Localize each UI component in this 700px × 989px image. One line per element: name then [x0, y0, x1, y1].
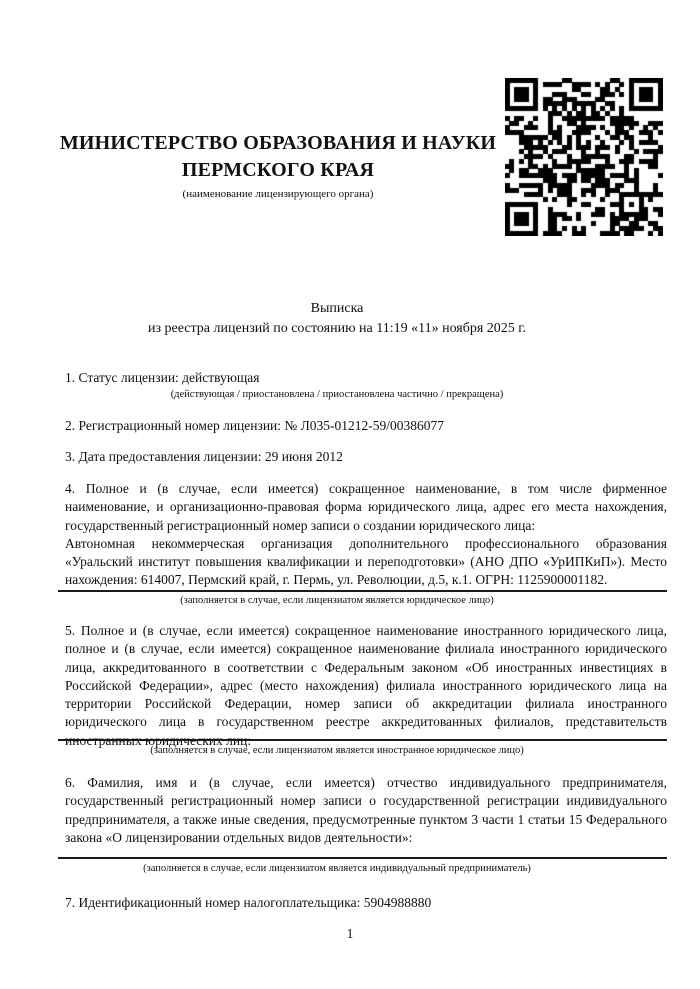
- ministry-caption: (наименование лицензирующего органа): [182, 188, 374, 200]
- grant-date-text: 3. Дата предоставления лицензии: 29 июня 2012: [65, 449, 343, 464]
- section-license-status: [65, 369, 667, 387]
- legal-entity-label: 4. Полное и (в случае, если имеется) сокращенное наименование, в том числе фирменное наименование, и организационно-правовая форма юридического лица, адрес его места нахождения, государственный регистрационный номер записи о создании юридического лица:: [65, 481, 667, 533]
- document-title: [0, 299, 674, 339]
- licensing-authority-header: [33, 130, 523, 201]
- taxpayer-id-text: 7. Идентификационный номер налогоплательщика: 5904988880: [65, 895, 432, 910]
- foreign-entity-label: 5. Полное и (в случае, если имеется) сокращенное наименование иностранного юридического лица, полное и (в случае, если имеется) сокращенное наименование филиала иностранного юридического лица, аккредитованного в соответствии с Федеральным законом «Об иностранных инвестициях в Российской Федерации», адрес (место нахождения) филиала иностранного юридического лица на территории Российской Федерации, номер записи об аккредитации филиала иностранного юридического лица в государственном реестре аккредитованных филиалов, представительств иностранных юридических лиц:: [65, 623, 667, 748]
- foreign-entity-rule-line: [58, 739, 667, 741]
- qr-code-icon: [505, 78, 663, 236]
- ministry-name-line2: ПЕРМСКОГО КРАЯ: [181, 159, 375, 181]
- section-grant-date: [65, 448, 667, 466]
- license-status-text: 1. Статус лицензии: действующая: [65, 370, 260, 385]
- section-foreign-entity: [65, 622, 667, 750]
- entrepreneur-note: (заполняется в случае, если лицензиатом является индивидуальный предприниматель): [143, 863, 531, 874]
- ministry-name-line1: МИНИСТЕРСТВО ОБРАЗОВАНИЯ И НАУКИ: [59, 132, 497, 154]
- entrepreneur-label: 6. Фамилия, имя и (в случае, если имеется) отчество индивидуального предпринимателя, государственный регистрационный номер записи о государственной регистрации индивидуального предпринимателя, а также иные сведения, предусмотренные пунктом 3 части 1 статьи 15 Федерального закона «О лицензировании отдельных видов деятельности»:: [65, 775, 667, 845]
- document-title-line1: Выписка: [310, 301, 364, 316]
- section-entrepreneur: [65, 774, 667, 847]
- section-registration-number: [65, 417, 667, 435]
- legal-entity-value: Автономная некоммерческая организация дополнительного профессионального образования «Уральский институт повышения квалификации и переподготовки» (АНО ДПО «УрИПКиП»). Место нахождения: 614007, Пермский край, г. Пермь, ул. Революции, д.5, к.1. ОГРН: 1125900001182.: [65, 535, 667, 588]
- document-title-line2: из реестра лицензий по состоянию на 11:19 «11» ноября 2025 г.: [148, 321, 526, 336]
- page-number: 1: [346, 926, 354, 941]
- legal-entity-rule-line: [58, 590, 667, 592]
- foreign-entity-note: (заполняется в случае, если лицензиатом является иностранное юридическое лицо): [150, 745, 524, 756]
- section-taxpayer-id: [65, 894, 667, 912]
- registration-number-text: 2. Регистрационный номер лицензии: № Л035-01212-59/00386077: [65, 418, 445, 433]
- legal-entity-note: (заполняется в случае, если лицензиатом является юридическое лицо): [180, 595, 494, 606]
- license-status-note: (действующая / приостановлена / приостановлена частично / прекращена): [170, 389, 504, 400]
- section-legal-entity: [65, 480, 667, 590]
- entrepreneur-rule-line: [58, 857, 667, 859]
